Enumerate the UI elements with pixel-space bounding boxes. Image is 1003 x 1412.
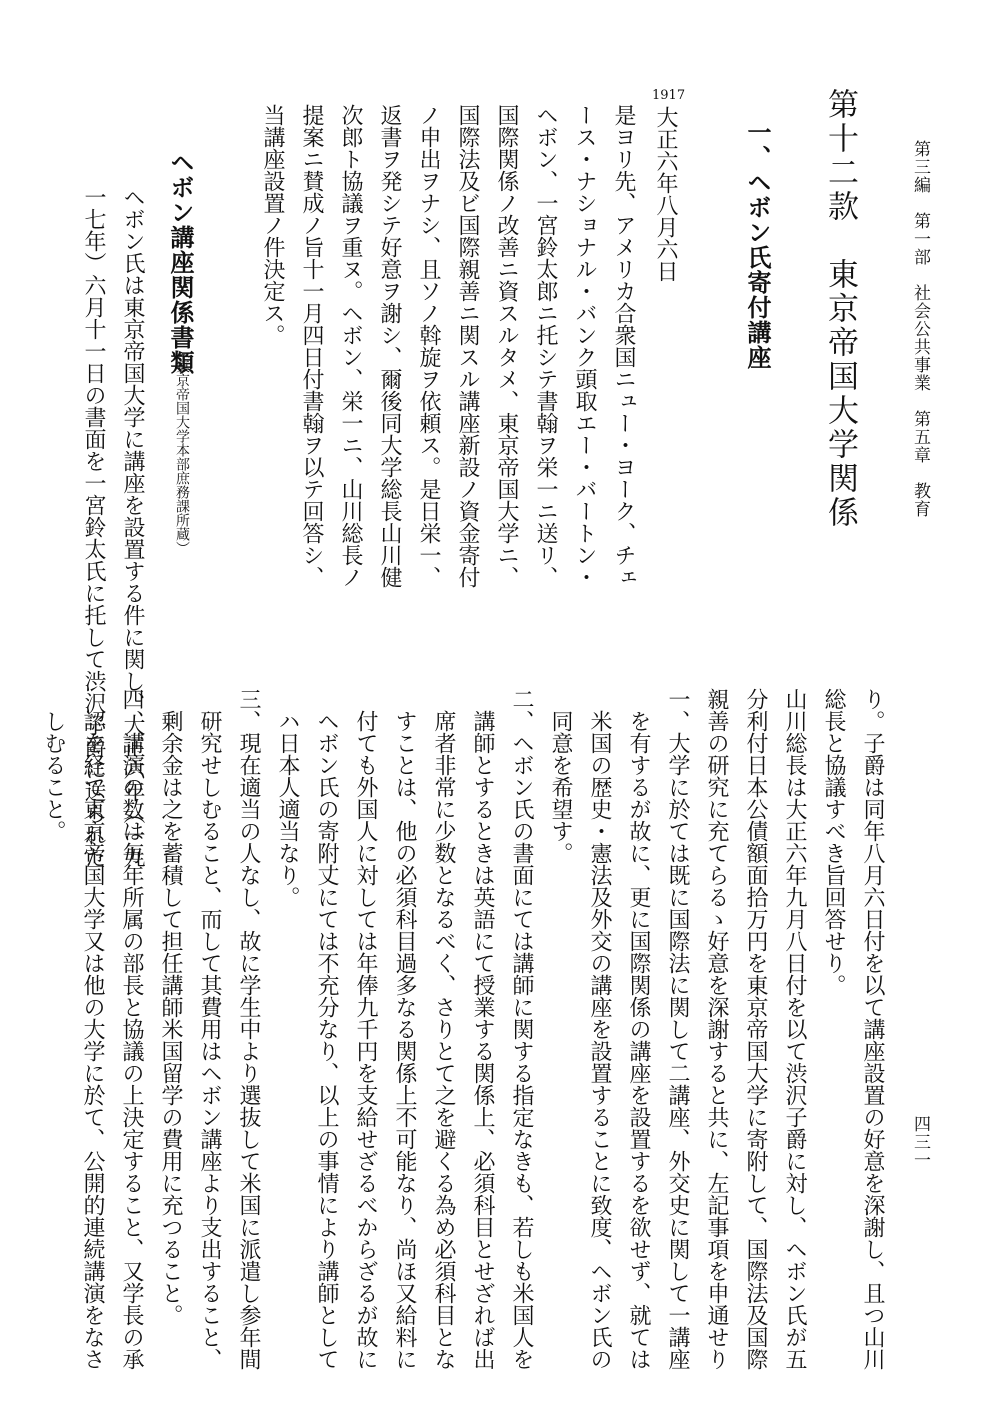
- bottom-column: 研究せしむること、而して其費用はヘボン講座より支出すること、: [197, 710, 222, 1370]
- docs-source: （東京帝国大学本部庶務課所蔵）: [174, 345, 190, 555]
- bottom-column: 一、大学に於ては既に国際法に関して二講座、外交史に関して一講座: [665, 688, 690, 1370]
- top-column: 国際法及ビ国際親善ニ関スル講座新設ノ資金寄付: [455, 104, 480, 588]
- bottom-column: 米国の歴史・憲法及外交の講座を設置することに致度、ヘボン氏の: [587, 710, 612, 1370]
- top-column: 提案ニ賛成ノ旨十一月四日付書翰ヲ以テ回答シ、: [299, 104, 324, 588]
- top-column: ヘボン、一宮鈴太郎ニ托シテ書翰ヲ栄一ニ送リ、: [533, 104, 558, 588]
- bottom-column: ヘボン氏の寄附丈にては不充分なり、以上の事情により講師として: [314, 710, 339, 1370]
- top-column: 是ヨリ先、アメリカ合衆国ニュー・ヨーク、チェ: [611, 104, 636, 588]
- bottom-column: 剰余金は之を蓄積して担任講師米国留学の費用に充つること。: [158, 710, 183, 1326]
- bottom-column: 三、現在適当の人なし、故に学生中より選抜して米国に派遣し参年間: [236, 688, 261, 1370]
- top-column: ノ申出ヲナシ、且ソノ斡旋ヲ依頼ス。是日栄一、: [416, 104, 441, 588]
- bottom-column: 二、ヘボン氏の書面にては講師に関する指定なきも、若しも米国人を: [509, 688, 534, 1370]
- running-head: 第三編 第一部 社会公共事業 第五章 教育: [910, 140, 930, 518]
- bottom-column: 同意を希望す。: [548, 710, 573, 864]
- bottom-column: 付ても外国人に対しては年俸九千円を支給せざるべからざるが故に: [353, 710, 378, 1370]
- bottom-column: 総長と協議すべき旨回答せり。: [821, 688, 846, 996]
- docs-column: ヘボン氏は東京帝国大学に講座を設置する件に関し、大正六年（一九: [120, 186, 145, 868]
- bottom-column: すことは、他の必須科目過多なる関係上不可能なり、尚ほ又給料に: [392, 710, 417, 1370]
- bottom-column: 席者非常に少数となるべく、さりとて之を避くる為め必須科目とな: [431, 710, 456, 1370]
- bottom-column: 認を経て東京帝国大学又は他の大学に於て、公開的連続講演をなさ: [80, 710, 105, 1370]
- bottom-column: 講師とするときは英語にて授業する関係上、必須科目とせざれば出: [470, 710, 495, 1370]
- bottom-column: 親善の研究に充てらるゝ好意を深謝すると共に、左記事項を申通せり: [704, 688, 729, 1370]
- chapter-title: 第十二款 東京帝国大学関係: [822, 88, 858, 530]
- top-column: 当講座設置ノ件決定ス。: [260, 104, 285, 346]
- section-date: 大正六年八月六日: [653, 106, 678, 282]
- top-column: 次郎ト協議ヲ重ヌ。ヘボン、栄一ニ、山川総長ノ: [338, 104, 363, 588]
- page-number: 四三一: [910, 1115, 930, 1169]
- section-heading: 一、ヘボン氏寄付講座: [743, 120, 772, 370]
- bottom-column: り。子爵は同年八月六日付を以て講座設置の好意を深謝し、且つ山川: [860, 688, 885, 1370]
- bottom-column: を有するが故に、更に国際関係の講座を設置するを欲せず、就ては: [626, 710, 651, 1370]
- bottom-column: 山川総長は大正六年九月八日付を以て渋沢子爵に対し、ヘボン氏が五: [782, 688, 807, 1370]
- bottom-column: 四、講演の数は毎年所属の部長と協議の上決定すること、又学長の承: [119, 688, 144, 1370]
- bottom-column: ハ日本人適当なり。: [275, 710, 300, 908]
- top-column: 国際関係ノ改善ニ資スルタメ、東京帝国大学ニ、: [494, 104, 519, 588]
- docs-column: 一七年）六月十一日の書面を一宮鈴太氏に托して渋沢子爵に送られた: [81, 186, 106, 868]
- docs-title: ヘボン講座関係書類: [166, 150, 195, 375]
- top-column: 返書ヲ発シテ好意ヲ謝シ、爾後同大学総長山川健: [377, 104, 402, 588]
- bottom-column: しむること。: [41, 710, 66, 842]
- top-column: ース・ナショナル・バンク頭取エー・バートン・: [572, 104, 597, 588]
- bottom-column: 分利付日本公債額面拾万円を東京帝国大学に寄附して、国際法及国際: [743, 688, 768, 1370]
- year-note: 1917: [652, 88, 686, 103]
